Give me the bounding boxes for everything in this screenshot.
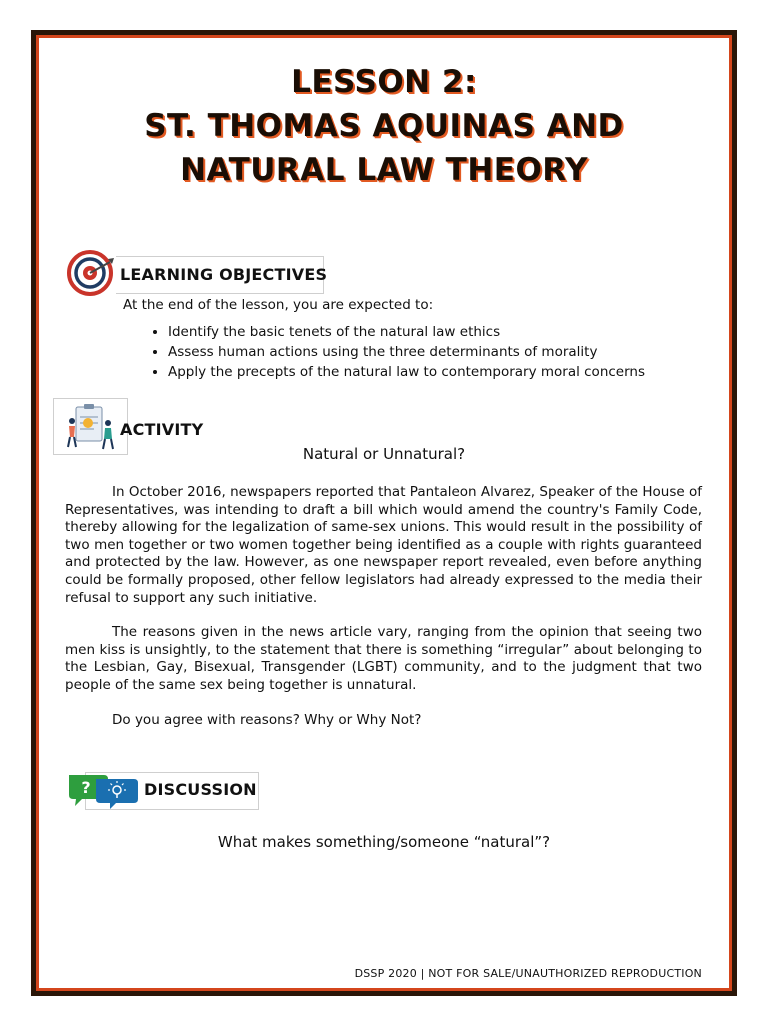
activity-question: Do you agree with reasons? Why or Why Not? [112,712,422,728]
lesson-title-line1: LESSON 2: [291,64,477,100]
objectives-list [150,322,645,382]
chat-bubbles-icon [66,771,140,809]
objective-item: • Assess human actions using the three determinants of morality [168,342,645,362]
lesson-title-line3: NATURAL LAW THEORY [180,152,588,188]
discussion-question: What makes something/someone “natural”? [217,833,551,851]
learning-objectives-heading: LEARNING OBJECTIVES [120,265,328,284]
activity-paragraph: The reasons given in the news article vary, ranging from the opinion that seeing two men kiss is unsightly, to the statement that there is something “irregular” about belonging to the Lesbian, Gay, Bisexual, Transgender (LGBT) community, and to the judgment that two people of the same sex being together is unnatural. [65,624,702,693]
target-icon [64,249,116,299]
svg-text:?: ? [81,778,91,797]
activity-paragraph: In October 2016, newspapers reported that Pantaleon Alvarez, Speaker of the House of Representatives, was intending to draft a bill which would amend the country's Family Code, thereby allowing for the legalization of same-sex unions. This would result in the possibility of two men together or two women together being identified as a couple with rights guaranteed and protected by the law. However, as one newspaper report revealed, even before anything could be formally proposed, other fellow legislators had already expressed to the media their refusal to support any such initiative. [65,484,702,606]
page-footer: DSSP 2020 | NOT FOR SALE/UNAUTHORIZED REPRODUCTION [354,967,702,980]
lesson-title-line2: ST. THOMAS AQUINAS AND [144,108,624,144]
objective-item: • Identify the basic tenets of the natural law ethics [168,322,645,342]
discussion-heading: DISCUSSION [144,780,257,799]
activity-subtitle: Natural or Unnatural? [302,445,466,463]
objectives-intro: At the end of the lesson, you are expected to: [123,297,434,313]
objective-item: • Apply the precepts of the natural law to contemporary moral concerns [168,362,645,382]
activity-heading: ACTIVITY [120,420,204,439]
